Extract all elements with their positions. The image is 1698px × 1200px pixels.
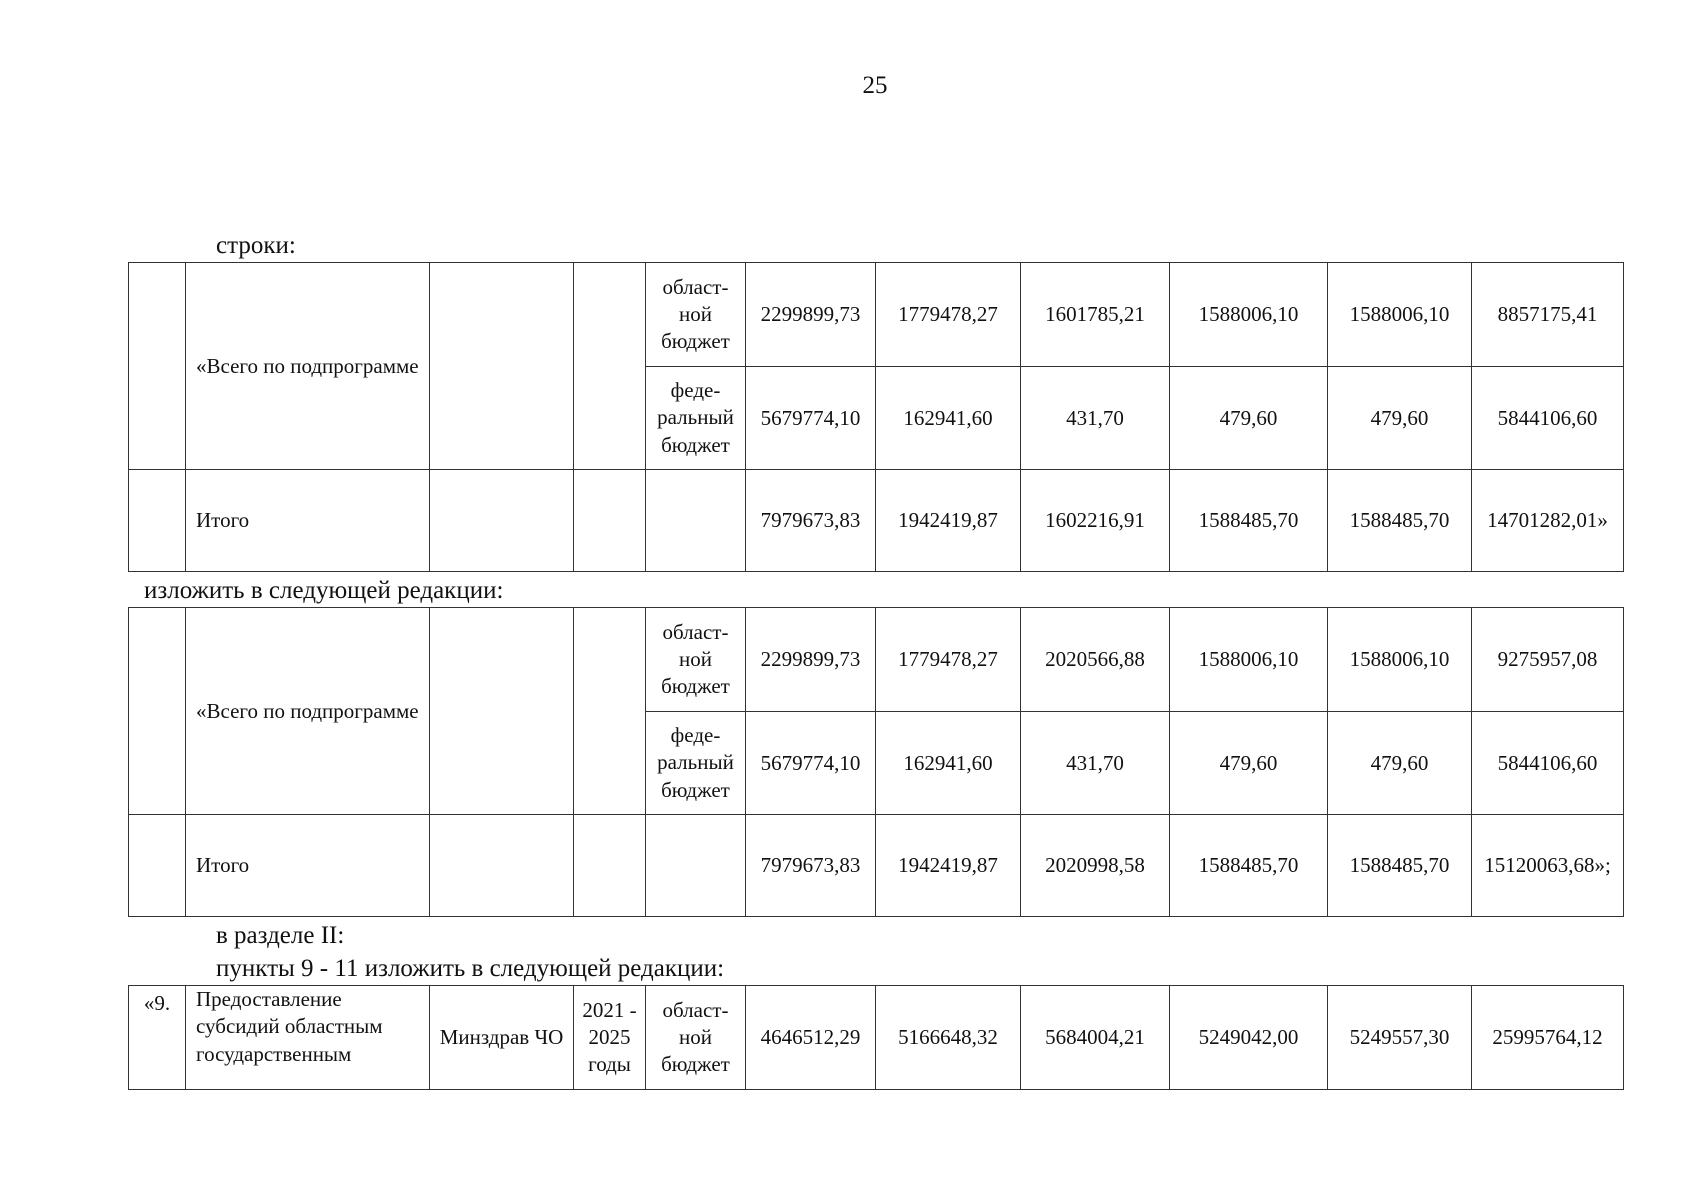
value-cell: 5249557,30 [1328,986,1472,1090]
funding-source-regional: област- ной бюджет [646,608,746,712]
value-cell: 479,60 [1328,712,1472,815]
point-executor: Минздрав ЧО [430,986,574,1090]
total-value-cell: 7979673,83 [746,470,876,572]
funding-source-federal: феде- ральный бюджет [646,712,746,815]
total-value-cell [1472,815,1624,917]
total-value-cell: 1588485,70 [1170,470,1328,572]
point9-table [128,985,1624,1090]
value-cell: 162941,60 [876,712,1021,815]
section-text: в разделе II: [216,922,345,949]
value-cell: 479,60 [1170,712,1328,815]
value-cell: 1601785,21 [1021,263,1170,367]
funding-source-regional: област- ной бюджет [646,986,746,1090]
page-number: 25 [862,72,888,99]
total-value-cell [1472,470,1624,572]
table-row-total [129,470,1624,572]
value-cell: 479,60 [1328,367,1472,470]
total-value-cell: 7979673,83 [746,815,876,917]
value-cell: 1588006,10 [1170,608,1328,712]
value-cell: 4646512,29 [746,986,876,1090]
value-cell: 1588006,10 [1328,608,1472,712]
value-cell: 1588006,10 [1170,263,1328,367]
table-cell [430,608,574,815]
value-cell: 5844106,60 [1472,712,1624,815]
value-cell: 479,60 [1170,367,1328,470]
table-row [129,608,1624,712]
point-period: 2021 - 2025 годы [574,986,646,1090]
point-index: «9. [129,986,186,1090]
value-cell: 162941,60 [876,367,1021,470]
points-text: пункты 9 - 11 изложить в следующей редакции: [216,955,725,982]
table-cell [574,815,646,917]
table-cell [646,815,746,917]
table-row [129,986,1624,1090]
total-value-cell: 1942419,87 [876,815,1021,917]
value-cell: 2299899,73 [746,263,876,367]
total-value-cell: 1602216,91 [1021,470,1170,572]
table-row-total [129,815,1624,917]
total-value-cell: 1588485,70 [1328,470,1472,572]
value-cell: 8857175,41 [1472,263,1624,367]
value-cell: 5166648,32 [876,986,1021,1090]
intro-rows-text: строки: [216,232,296,259]
replace-text: изложить в следующей редакции: [144,577,504,604]
value-cell: 5679774,10 [746,712,876,815]
subprogram-total-label: «Всего по подпрограмме [186,608,430,815]
value-cell: 431,70 [1021,367,1170,470]
value-cell: 431,70 [1021,712,1170,815]
total-value-text: 14701282,01» [1487,508,1608,533]
value-cell: 5844106,60 [1472,367,1624,470]
value-cell: 25995764,12 [1472,986,1624,1090]
old-subprogram-table [128,262,1624,572]
table-cell [574,470,646,572]
new-subprogram-table [128,607,1624,917]
point-description: Предоставление субсидий областным государственным [186,986,430,1090]
value-cell: 1779478,27 [876,608,1021,712]
table-cell [129,263,186,470]
value-cell: 1588006,10 [1328,263,1472,367]
total-value-text: 15120063,68»; [1484,853,1611,878]
value-cell: 5684004,21 [1021,986,1170,1090]
value-cell: 9275957,08 [1472,608,1624,712]
table-cell [430,470,574,572]
value-cell: 2020566,88 [1021,608,1170,712]
total-label: Итого [186,470,430,572]
funding-source-federal: феде- ральный бюджет [646,367,746,470]
table-cell [129,608,186,815]
table-cell [129,470,186,572]
value-cell: 2299899,73 [746,608,876,712]
table-cell [430,263,574,470]
table-cell [430,815,574,917]
table-row [129,263,1624,367]
table-cell [129,815,186,917]
value-cell: 5679774,10 [746,367,876,470]
total-label: Итого [186,815,430,917]
total-value-cell: 1588485,70 [1328,815,1472,917]
subprogram-total-label: «Всего по подпрограмме [186,263,430,470]
total-value-cell: 1942419,87 [876,470,1021,572]
table-cell [574,608,646,815]
total-value-cell: 2020998,58 [1021,815,1170,917]
table-cell [646,470,746,572]
value-cell: 1779478,27 [876,263,1021,367]
funding-source-regional: област- ной бюджет [646,263,746,367]
value-cell: 5249042,00 [1170,986,1328,1090]
total-value-cell: 1588485,70 [1170,815,1328,917]
table-cell [574,263,646,470]
